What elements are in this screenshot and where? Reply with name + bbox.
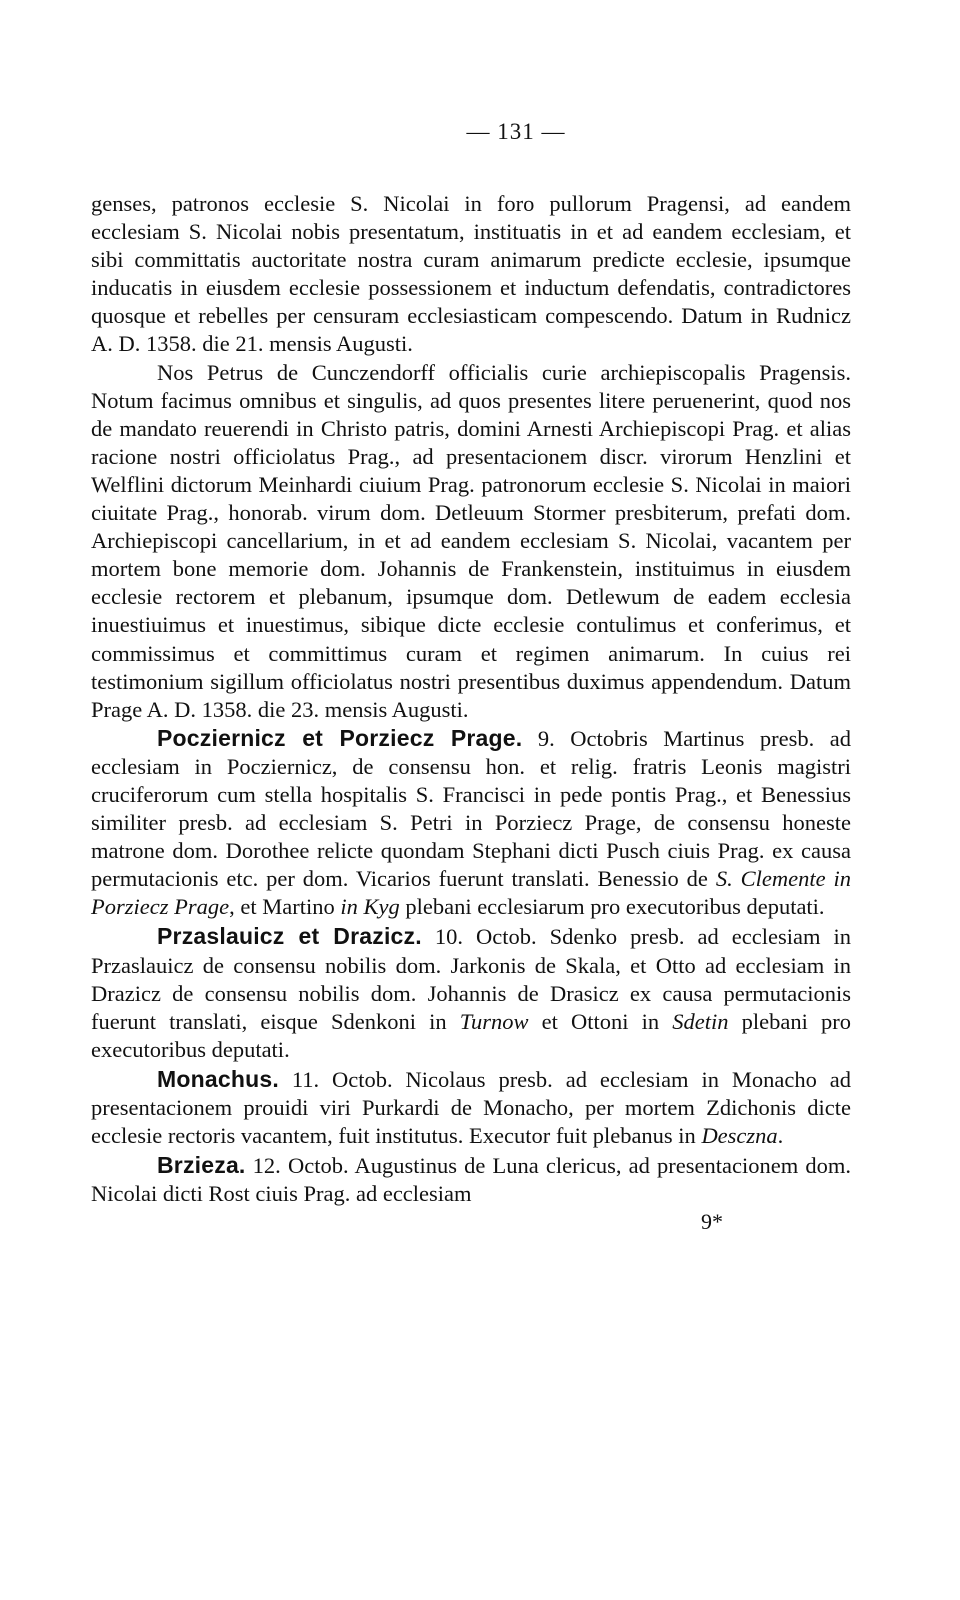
entry-text: , et Martino (229, 894, 341, 920)
entry-italic-place: Desczna (701, 1123, 778, 1149)
entry-heading: Monachus. (157, 1065, 279, 1092)
entry-heading: Brzieza. (157, 1152, 246, 1179)
entry-heading: Pocziernicz et Porziecz Prage. (157, 724, 523, 751)
entry-italic-place: in Kyg (340, 894, 400, 920)
paragraph-continuation: genses, patronos ecclesie S. Nicolai in foro pullorum Pragensi, ad eandem ecclesiam S. Nicolai nobis presentatum, instituatis in et ad eandem ecclesiam, et sibi committatis auctoritate nostra curam animarum predicte ecclesie, ipsumque inducatis in eiusdem ecclesie possessionem et inductum defendatis, contradictores quosque et rebelles per censuram ecclesiasticam compescendo. Datum in Rudnicz A. D. 1358. die 21. mensis Augusti. (91, 191, 851, 357)
signature-mark: 9* (701, 1209, 723, 1235)
entry-pocziernicz (91, 724, 851, 922)
entry-italic-place: S. Clemente in Porziecz Prage (91, 866, 851, 920)
paragraph-official-decree: Nos Petrus de Cunczendorff officialis curie archiepiscopalis Pragensis. Notum facimus omnibus et singulis, ad quos presentes litere peruenerint, quod nos de mandato reuerendi in Christo patris, domini Arnesti Archiepiscopi Prag. et alias racione nostri officiolatus Prag., ad presentacionem discr. virorum Henzlini et Welflini dictorum Meinhardi ciuium Prag. patronorum ecclesie S. Nicolai in maiori ciuitate Prag., honorab. virum dom. Detleuum Stormer presbiterum, prefati dom. Archiepiscopi cancellarium, in et ad eandem ecclesiam S. Nicolai, vacantem per mortem bone memorie dom. Johannis de Frankenstein, instituimus in eiusdem ecclesie rectorem et plebanum, ipsumque dom. Detlewum de eadem ecclesia inuestiuimus et inuestimus, sibique dicte ecclesie contulimus et conferimus, et commissimus et committimus curam et regimen animarum. In cuius rei testimonium sigillum officiolatus nostri presentibus duximus appendendum. Datum Prage A. D. 1358. die 23. mensis Augusti. (91, 359, 851, 722)
page-number: — 131 — (466, 119, 566, 144)
entry-text: 9. Octobris Martinus presb. ad ecclesiam in Pocziernicz, de consensu hon. et relig. fratris Leonis magistri cruciferorum cum stella hospitalis S. Francisci in pede pontis Prag., et Benessius similiter presb. ad ecclesiam S. Petri in Porziecz Prage, de consensu honeste matrone dom. Dorothee relicte quondam Stephani dicti Pusch ciuis Prag. ex causa permutacionis etc. per dom. Vicarios fuerunt translati. Benessio de (91, 725, 851, 892)
entry-text: et Ottoni in (528, 1008, 673, 1034)
entry-heading: Przaslauicz et Drazicz. (157, 923, 422, 950)
entry-text: plebani ecclesiarum pro executoribus deputati. (399, 894, 825, 920)
entry-italic-place: Turnow (459, 1008, 529, 1034)
entry-monachus (91, 1065, 851, 1150)
entry-brzieza (91, 1151, 851, 1208)
entry-text: plebani pro executoribus deputati. (91, 1008, 852, 1062)
entry-text: 12. Octob. Augustinus de Luna clericus, ad presentacionem dom. Nicolai dicti Rost ciuis Prag. ad ecclesiam (91, 1153, 851, 1207)
entry-text: . (777, 1123, 784, 1149)
page-body (91, 118, 851, 1236)
entry-text: 10. Octob. Sdenko presb. ad ecclesiam in Przaslauicz de consensu nobilis dom. Jarkonis de Skala, et Otto ad ecclesiam in Drazicz de consensu nobilis dom. Johannis de Drasicz ex causa permutacionis fuerunt translati, eisque Sdenkoni in (91, 924, 852, 1034)
entry-przaslauicz (91, 922, 851, 1063)
entry-text: 11. Octob. Nicolaus presb. ad ecclesiam in Monacho ad presentacionem prouidi viri Purkardi de Monacho, per mortem Zdichonis dicte ecclesie rectoris vacantem, fuit institutus. Executor fuit plebanus in (91, 1066, 851, 1149)
entry-italic-place: Sdetin (672, 1008, 729, 1034)
